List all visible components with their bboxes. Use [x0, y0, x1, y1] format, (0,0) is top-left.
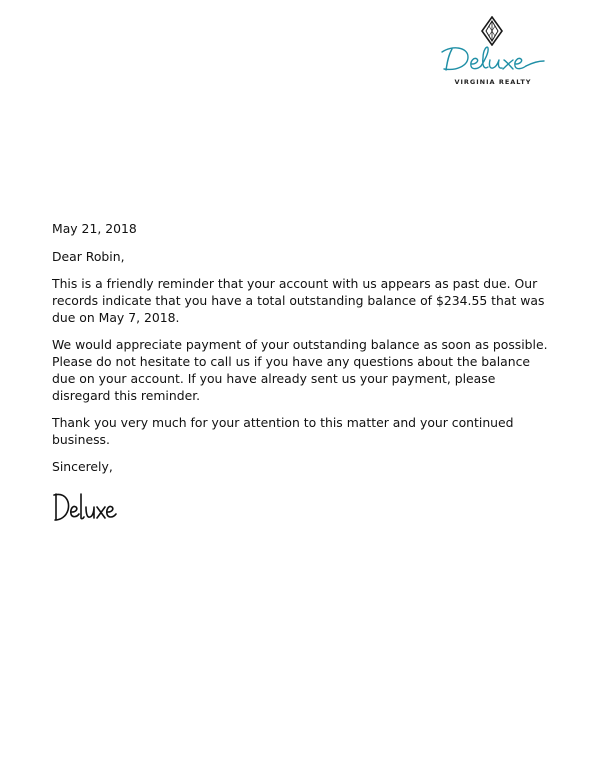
logo-script-wordmark: [438, 42, 548, 76]
letter-paragraph-1: This is a friendly reminder that your account with us appears as past due. Our records indicate that you have a total outstanding balance of $234.55 that was due on May 7, 2018.: [52, 276, 545, 325]
letter-closing: Sincerely,: [52, 459, 113, 474]
logo-subtitle: VIRGINIA REALTY: [454, 78, 532, 86]
letter-salutation: Dear Robin,: [52, 249, 125, 264]
handwritten-signature: [50, 486, 120, 528]
company-logo: [438, 16, 548, 88]
letter-body: [52, 220, 552, 485]
letter-date: May 21, 2018: [52, 221, 137, 236]
letter-paragraph-3: Thank you very much for your attention to this matter and your continued business.: [52, 415, 514, 447]
letter-paragraph-2: We would appreciate payment of your outstanding balance as soon as possible. Please do not hesitate to call us if you have any questions about the balance due on your account. If you have already sent us your payment, please disregard this reminder.: [52, 337, 548, 403]
